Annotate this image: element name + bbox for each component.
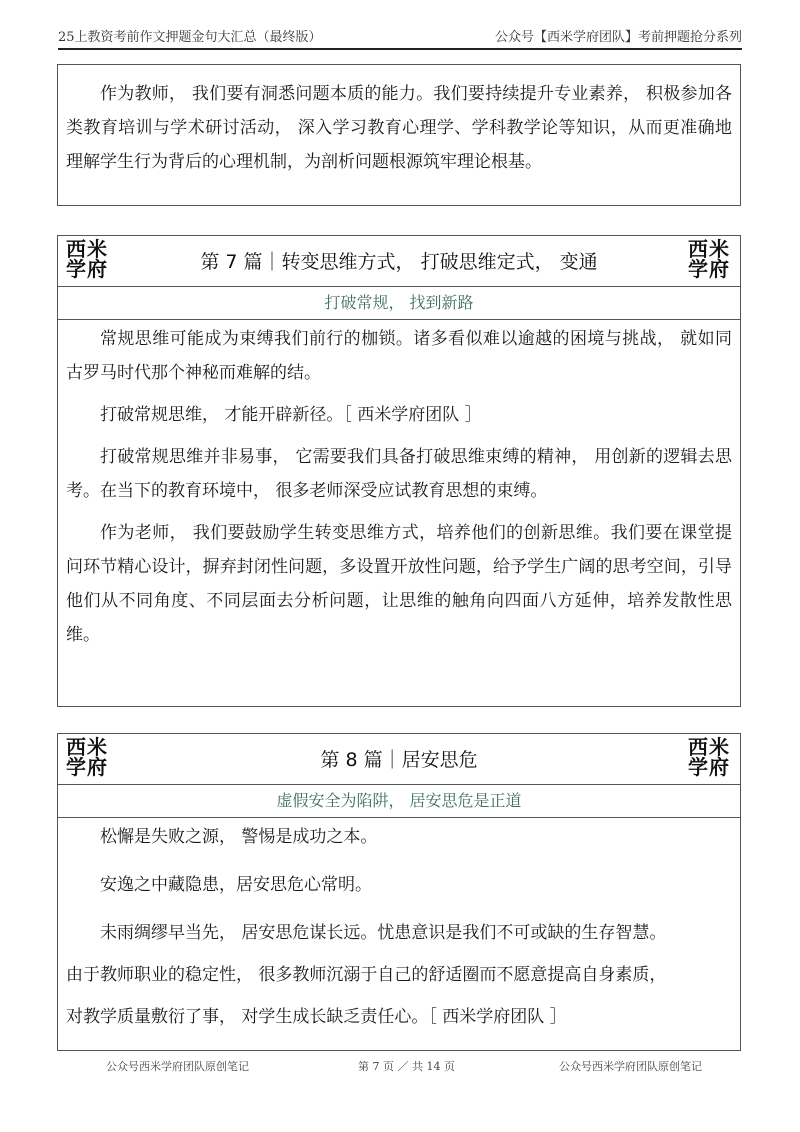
paragraph: 打破常规思维， 才能开辟新径。［ 西米学府团队 ］	[100, 405, 482, 425]
article-subtitle: 打破常规， 找到新路	[58, 287, 740, 320]
paragraph: 作为教师， 我们要有洞悉问题本质的能力。我们要持续提升专业素养， 积极参加各类教育培训与学术研讨活动， 深入学习教育心理学、学科教学论等知识，从而更准确地理解学生行为背后的心理机制，为剖析问题根源筑牢理论根基。	[66, 84, 732, 172]
ximi-logo-left: 西米 学府	[66, 735, 108, 779]
footer-left: 公众号西米学府团队原创笔记	[106, 1060, 249, 1073]
header-doc-title: 25上教资考前作文押题金句大汇总（最终版）	[58, 30, 322, 45]
page-number: 第 7 页 ／ 共 14 页	[358, 1060, 455, 1073]
paragraph: 松懈是失败之源， 警惕是成功之本。	[100, 827, 378, 847]
paragraph: 安逸之中藏隐患，居安思危心常明。	[100, 875, 372, 895]
paragraph: 未雨绸缪早当先， 居安思危谋长远。忧患意识是我们不可或缺的生存智慧。	[100, 923, 667, 943]
ximi-logo-left: 西米 学府	[66, 237, 108, 281]
paragraph: 常规思维可能成为束缚我们前行的枷锁。诸多看似难以逾越的困境与挑战， 就如同古罗马时代那个神秘而难解的结。	[66, 329, 732, 383]
page-header	[58, 24, 742, 50]
paragraph: 打破常规思维并非易事， 它需要我们具备打破思维束缚的精神， 用创新的逻辑去思考。在当下的教育环境中， 很多老师深受应试教育思想的束缚。	[66, 447, 732, 501]
paragraph: 由于教师职业的稳定性， 很多教师沉溺于自己的舒适圈而不愿意提高自身素质，	[66, 965, 667, 985]
article-title-row	[58, 734, 740, 785]
paragraph: 对教学质量敷衍了事， 对学生成长缺乏责任心。［ 西米学府团队 ］	[66, 1007, 567, 1027]
article-title: 第 7 篇｜转变思维方式， 打破思维定式， 变通	[200, 251, 598, 273]
footer-right: 公众号西米学府团队原创笔记	[559, 1060, 702, 1073]
article-body	[58, 818, 740, 1034]
article-subtitle: 虚假安全为陷阱， 居安思危是正道	[58, 785, 740, 818]
page-footer	[58, 1058, 742, 1078]
article-body	[58, 320, 740, 652]
article-title-row	[58, 236, 740, 287]
ximi-logo-right: 西米 学府	[688, 237, 730, 281]
article-8	[57, 733, 741, 1051]
article-7	[57, 235, 741, 707]
article-title: 第 8 篇｜居安思危	[320, 749, 478, 771]
header-series: 公众号【西米学府团队】考前押题抢分系列	[494, 30, 742, 45]
ximi-logo-right: 西米 学府	[688, 735, 730, 779]
section-continued	[57, 64, 741, 206]
paragraph: 作为老师， 我们要鼓励学生转变思维方式，培养他们的创新思维。我们要在课堂提问环节精心设计，摒弃封闭性问题，多设置开放性问题，给予学生广阔的思考空间，引导他们从不同角度、不同层面去分析问题，让思维的触角向四面八方延伸，培养发散性思维。	[66, 523, 732, 645]
